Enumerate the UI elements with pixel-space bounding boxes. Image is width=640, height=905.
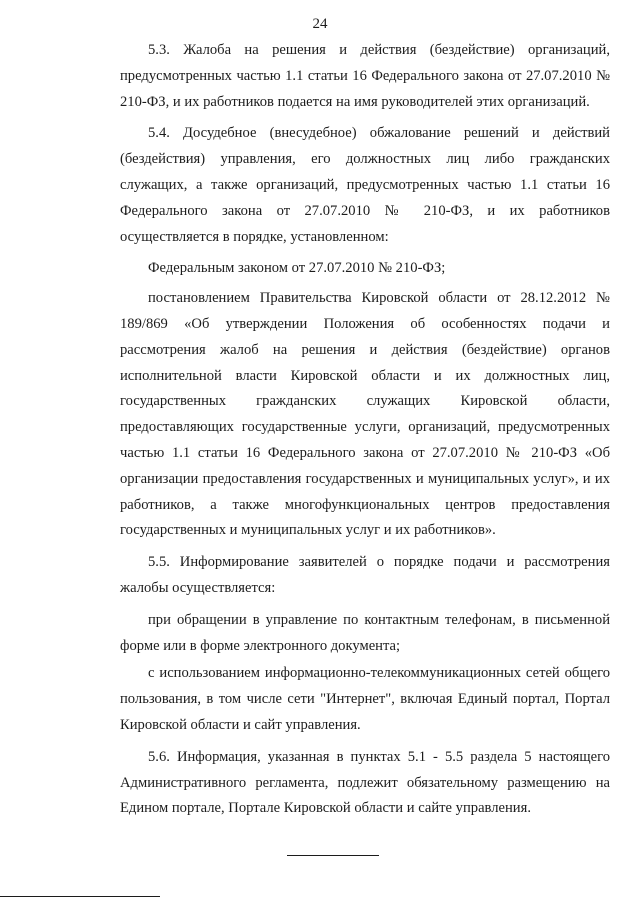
list-item-contact: при обращении в управление по контактным телефонам, в письменной форме или в форме электронного документа; xyxy=(120,611,610,654)
footer-rule xyxy=(0,896,160,897)
paragraph-5-3: 5.3. Жалоба на решения и действия (бездействие) организаций, предусмотренных частью 1.1 статьи 16 Федерального закона от 27.07.2010 № 210-ФЗ, и их работников подается на имя руководителей этих организаций. xyxy=(120,42,610,110)
paragraph-5-6: 5.6. Информация, указанная в пунктах 5.1 - 5.5 раздела 5 настоящего Административного регламента, подлежит обязательному размещению на Едином портале, Портале Кировской области и сайте управления. xyxy=(120,748,610,817)
document-body xyxy=(120,38,610,826)
list-item-federal-law: Федеральным законом от 27.07.2010 № 210-ФЗ; xyxy=(148,260,446,277)
page-number: 24 xyxy=(312,16,328,32)
list-item-government-decree: постановлением Правительства Кировской области от 28.12.2012 № 189/869 «Об утверждении Положения об особенностях подачи и рассмотрения жалоб на решения и действия (бездействие) органов исполнительной власти Кировской области и их должностных лиц, государственных гражданских служащих Кировской области, предоставляющих государственные услуги, организаций, предусмотренных частью 1.1 статьи 16 Федерального закона от 27.07.2010 № 210-ФЗ «Об организации предоставления государственных и муниципальных услуг», и их работников, а также многофункциональных центров предоставления государственных и муниципальных услуг и их работников». xyxy=(120,290,610,539)
paragraph-5-5: 5.5. Информирование заявителей о порядке подачи и рассмотрения жалобы осуществляется: xyxy=(120,554,610,596)
paragraph-5-4: 5.4. Досудебное (внесудебное) обжалование решений и действий (бездействия) управления, его должностных лиц либо гражданских служащих, а также организаций, предусмотренных частью 1.1 статьи 16 Федерального закона от 27.07.2010 № 210-ФЗ, и их работников осуществляется в порядке, установленном: xyxy=(120,125,610,245)
end-divider xyxy=(287,855,379,856)
list-item-internet: с использованием информационно-телекоммуникационных сетей общего пользования, в том числе сети "Интернет", включая Единый портал, Портал Кировской области и сайт управления. xyxy=(120,665,610,733)
